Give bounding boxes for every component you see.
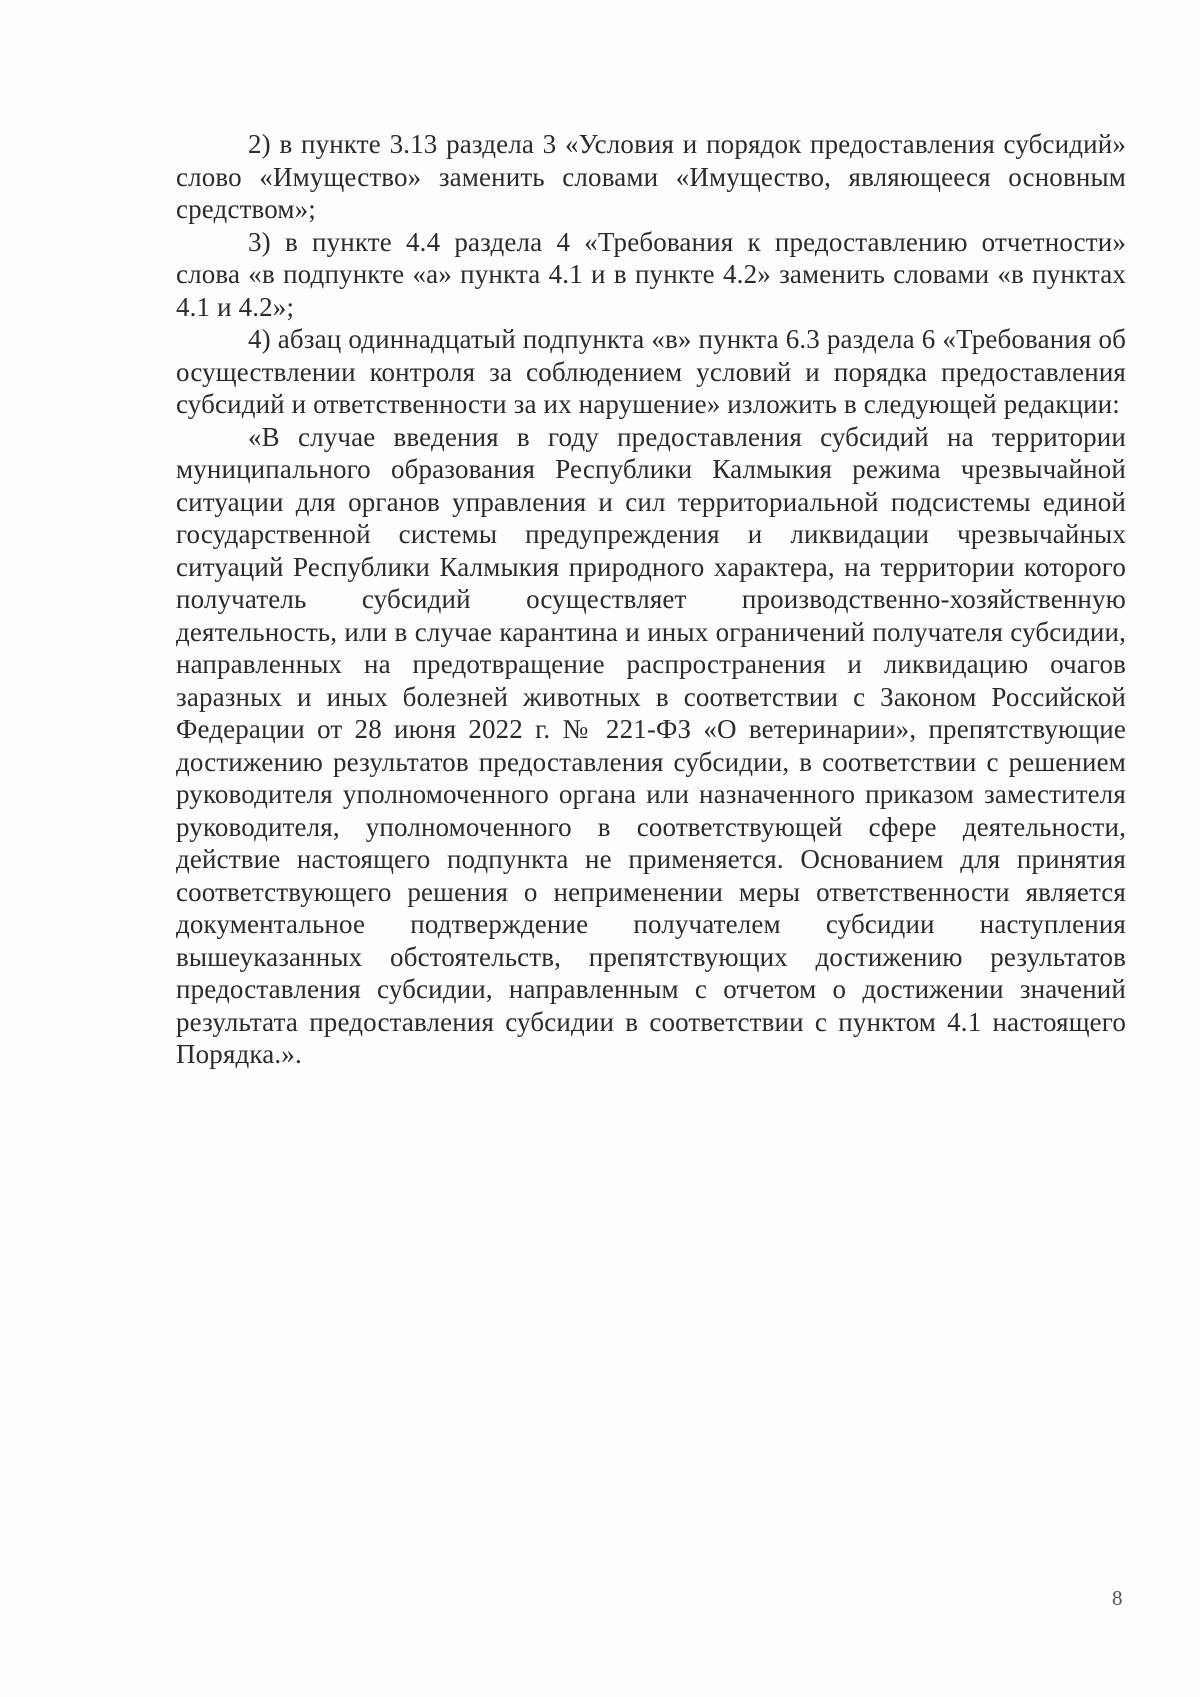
document-body (176, 128, 1126, 1071)
paragraph-item-3: 2) в пункте 3.13 раздела 3 «Условия и порядок предоставления субсидий» слово «Имущество» заменить словами «Имущество, являющееся основным средством»; (176, 129, 1126, 224)
paragraph-item-4: 3) в пункте 4.4 раздела 4 «Требования к предоставлению отчетности» слова «в подпункте «а» пункта 4.1 и в пункте 4.2» заменить словами «в пунктах 4.1 и 4.2»; (176, 226, 1126, 322)
page-number: 8 (1112, 1586, 1123, 1610)
paragraph-quoted-text: «В случае введения в году предоставления субсидий на территории муниципального образования Республики Калмыкия режима чрезвычайной ситуации для органов управления и сил территориальной подсистемы единой государственной системы предупреждения и ликвидации чрезвычайных ситуаций Республики Калмыкия природного характера, на территории которого получатель субсидий осуществляет производственно-хозяйственную деятельность, или в случае карантина и иных ограничений получателя субсидии, направленных на предотвращение распространения и ликвидацию очагов заразных и иных болезней животных в соответствии с Законом Российской Федерации от 28 июня 2022 г. № 221-ФЗ «О ветеринарии», препятствующие достижению результатов предоставления субсидии, в соответствии с решением руководителя уполномоченного органа или назначенного приказом заместителя руководителя, уполномоченного в соответствующей сфере деятельности, действие настоящего подпункта не применяется. Основанием для принятия соответствующего решения о неприменении меры ответственности является документальное подтверждение получателем субсидии наступления вышеуказанных обстоятельств, препятствующих достижению результатов предоставления субсидии, направленным с отчетом о достижении значений результата предоставления субсидии в соответствии с пунктом 4.1 настоящего Порядка.». (176, 421, 1126, 1069)
paragraph-item-5: 4) абзац одиннадцатый подпункта «в» пункта 6.3 раздела 6 «Требования об осуществлении контроля за соблюдением условий и порядка предоставления субсидий и ответственности за их нарушение» изложить в следующей редакции: (176, 324, 1126, 419)
